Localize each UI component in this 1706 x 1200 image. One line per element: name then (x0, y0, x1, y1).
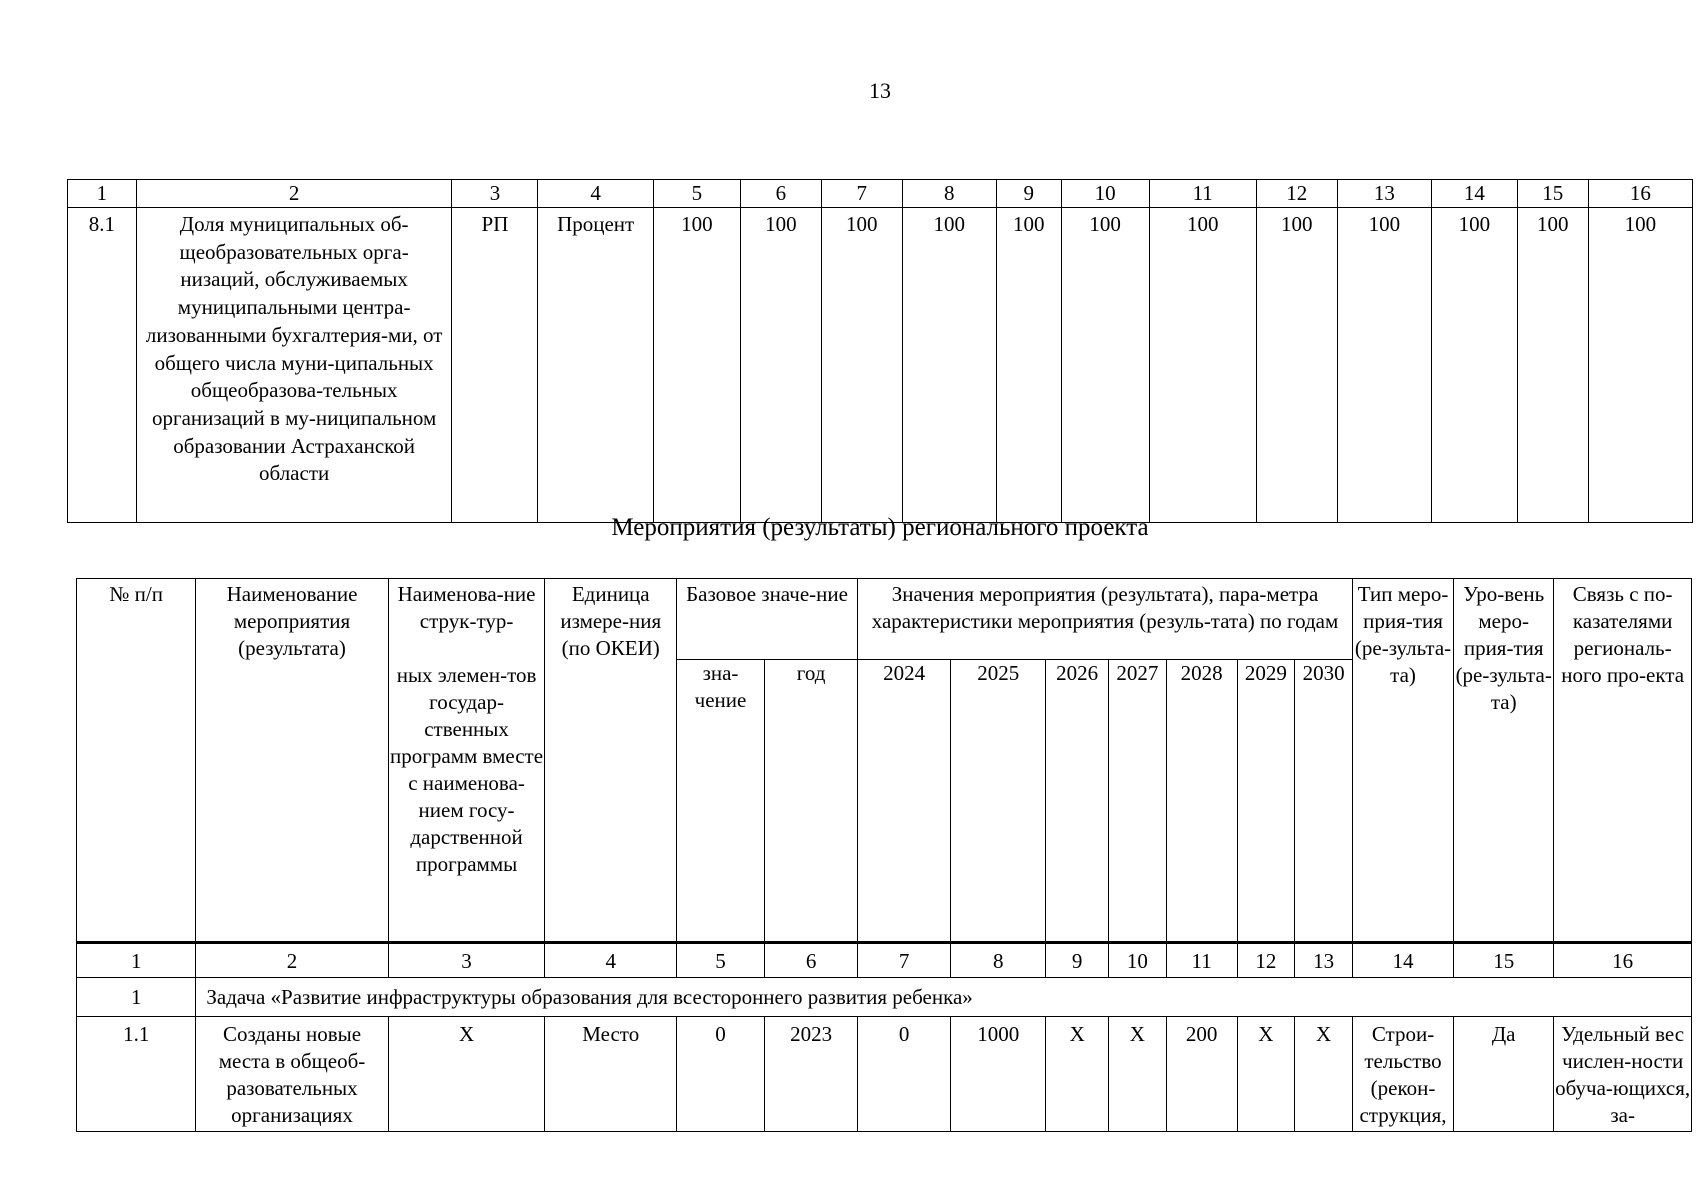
col-number: 9 (1046, 943, 1109, 978)
structural-element: Х (388, 1017, 545, 1132)
col-number: 10 (1061, 180, 1149, 208)
header-year: 2025 (951, 660, 1046, 943)
row-number: 1.1 (77, 1017, 196, 1132)
col-number: 15 (1517, 180, 1588, 208)
col-number: 13 (1295, 943, 1353, 978)
col-number: 10 (1109, 943, 1167, 978)
value-cell: 100 (1431, 208, 1517, 523)
header-year: 2029 (1237, 660, 1295, 943)
activities-table (76, 578, 1692, 1132)
header-year: 2024 (858, 660, 951, 943)
value-cell: 100 (902, 208, 996, 523)
year-value: Х (1295, 1017, 1353, 1132)
header-year: 2026 (1046, 660, 1109, 943)
activity-level: Да (1454, 1017, 1554, 1132)
col-number: 1 (77, 943, 196, 978)
column-number-row (68, 180, 1693, 208)
header-year: 2030 (1295, 660, 1353, 943)
table-row (68, 208, 1693, 523)
col-number: 3 (388, 943, 545, 978)
header-base-value: зна-чение (677, 660, 765, 943)
col-number: 7 (858, 943, 951, 978)
col-number: 9 (996, 180, 1061, 208)
value-cell: 100 (740, 208, 821, 523)
col-number: 16 (1588, 180, 1692, 208)
task-text: Задача «Развитие инфраструктуры образования для всестороннего развития ребенка» (196, 978, 1692, 1017)
col-number: 4 (545, 943, 677, 978)
col-number: 13 (1337, 180, 1431, 208)
col-number: 11 (1166, 943, 1237, 978)
activity-type: Строи-тельство (рекон-струкция, (1352, 1017, 1453, 1132)
row-number: 8.1 (68, 208, 137, 523)
header-base: Базовое значе-ние (677, 579, 858, 660)
header-values-by-year: Значения мероприятия (результата), пара-метра характеристики мероприятия (резуль-тата) по годам (858, 579, 1353, 660)
year-value: Х (1237, 1017, 1295, 1132)
indicator-link: Удельный вес числен-ности обуча-ющихся, за- (1554, 1017, 1692, 1132)
year-value: 0 (858, 1017, 951, 1132)
header-base-year: год (765, 660, 858, 943)
col-number: 7 (821, 180, 902, 208)
col-number: 14 (1431, 180, 1517, 208)
value-cell: 100 (653, 208, 740, 523)
col-number: 14 (1352, 943, 1453, 978)
value-cell: 100 (821, 208, 902, 523)
value-cell: 100 (1517, 208, 1588, 523)
col-number: 5 (677, 943, 765, 978)
header-link: Связь с по-казателями региональ-ного про-екта (1554, 579, 1692, 943)
activity-unit: Место (545, 1017, 677, 1132)
header-year: 2028 (1166, 660, 1237, 943)
section-title: Мероприятия (результаты) регионального проекта (611, 514, 1149, 541)
col-number: 15 (1454, 943, 1554, 978)
year-value: Х (1109, 1017, 1167, 1132)
indicator-level: РП (452, 208, 538, 523)
value-cell: 100 (1149, 208, 1256, 523)
header-number: № п/п (77, 579, 196, 943)
page-number: 13 (869, 78, 891, 103)
base-year: 2023 (765, 1017, 858, 1132)
task-row (77, 978, 1692, 1017)
year-value: Х (1046, 1017, 1109, 1132)
col-number: 3 (452, 180, 538, 208)
col-number: 16 (1554, 943, 1692, 978)
col-number: 8 (951, 943, 1046, 978)
indicator-name: Доля муниципальных об-щеобразовательных орга-низаций, обслуживаемых муниципальными центра-лизованными бухгалтерия-ми, от общего числа муни-ципальных общеобразова-тельных организаций в му-ниципальном образовании Астраханской области (136, 208, 452, 523)
column-number-row (77, 943, 1692, 978)
col-number: 12 (1256, 180, 1337, 208)
indicator-unit: Процент (538, 208, 653, 523)
task-number: 1 (77, 978, 196, 1017)
header-year: 2027 (1109, 660, 1167, 943)
value-cell: 100 (1337, 208, 1431, 523)
col-number: 8 (902, 180, 996, 208)
col-number: 11 (1149, 180, 1256, 208)
value-cell: 100 (1061, 208, 1149, 523)
value-cell: 100 (1588, 208, 1692, 523)
col-number: 12 (1237, 943, 1295, 978)
base-value: 0 (677, 1017, 765, 1132)
header-name: Наименование мероприятия (результата) (196, 579, 388, 943)
activity-name: Созданы новые места в общеоб-разовательных организациях (196, 1017, 388, 1132)
header-level: Уро-вень меро-прия-тия (ре-зульта-та) (1454, 579, 1554, 943)
year-value: 1000 (951, 1017, 1046, 1132)
col-number: 5 (653, 180, 740, 208)
header-row (77, 579, 1692, 660)
col-number: 6 (765, 943, 858, 978)
header-structural: Наименова-ние струк-тур- ных элемен-тов государ-ственных программ вместе с наименова-нием госу-дарственной программы (388, 579, 545, 943)
col-number: 4 (538, 180, 653, 208)
col-number: 1 (68, 180, 137, 208)
year-value: 200 (1166, 1017, 1237, 1132)
table-row (77, 1017, 1692, 1132)
col-number: 2 (136, 180, 452, 208)
value-cell: 100 (1256, 208, 1337, 523)
value-cell: 100 (996, 208, 1061, 523)
col-number: 2 (196, 943, 388, 978)
indicators-table (67, 179, 1693, 523)
header-type: Тип меро-прия-тия (ре-зульта-та) (1352, 579, 1453, 943)
header-unit: Единица измере-ния (по ОКЕИ) (545, 579, 677, 943)
col-number: 6 (740, 180, 821, 208)
